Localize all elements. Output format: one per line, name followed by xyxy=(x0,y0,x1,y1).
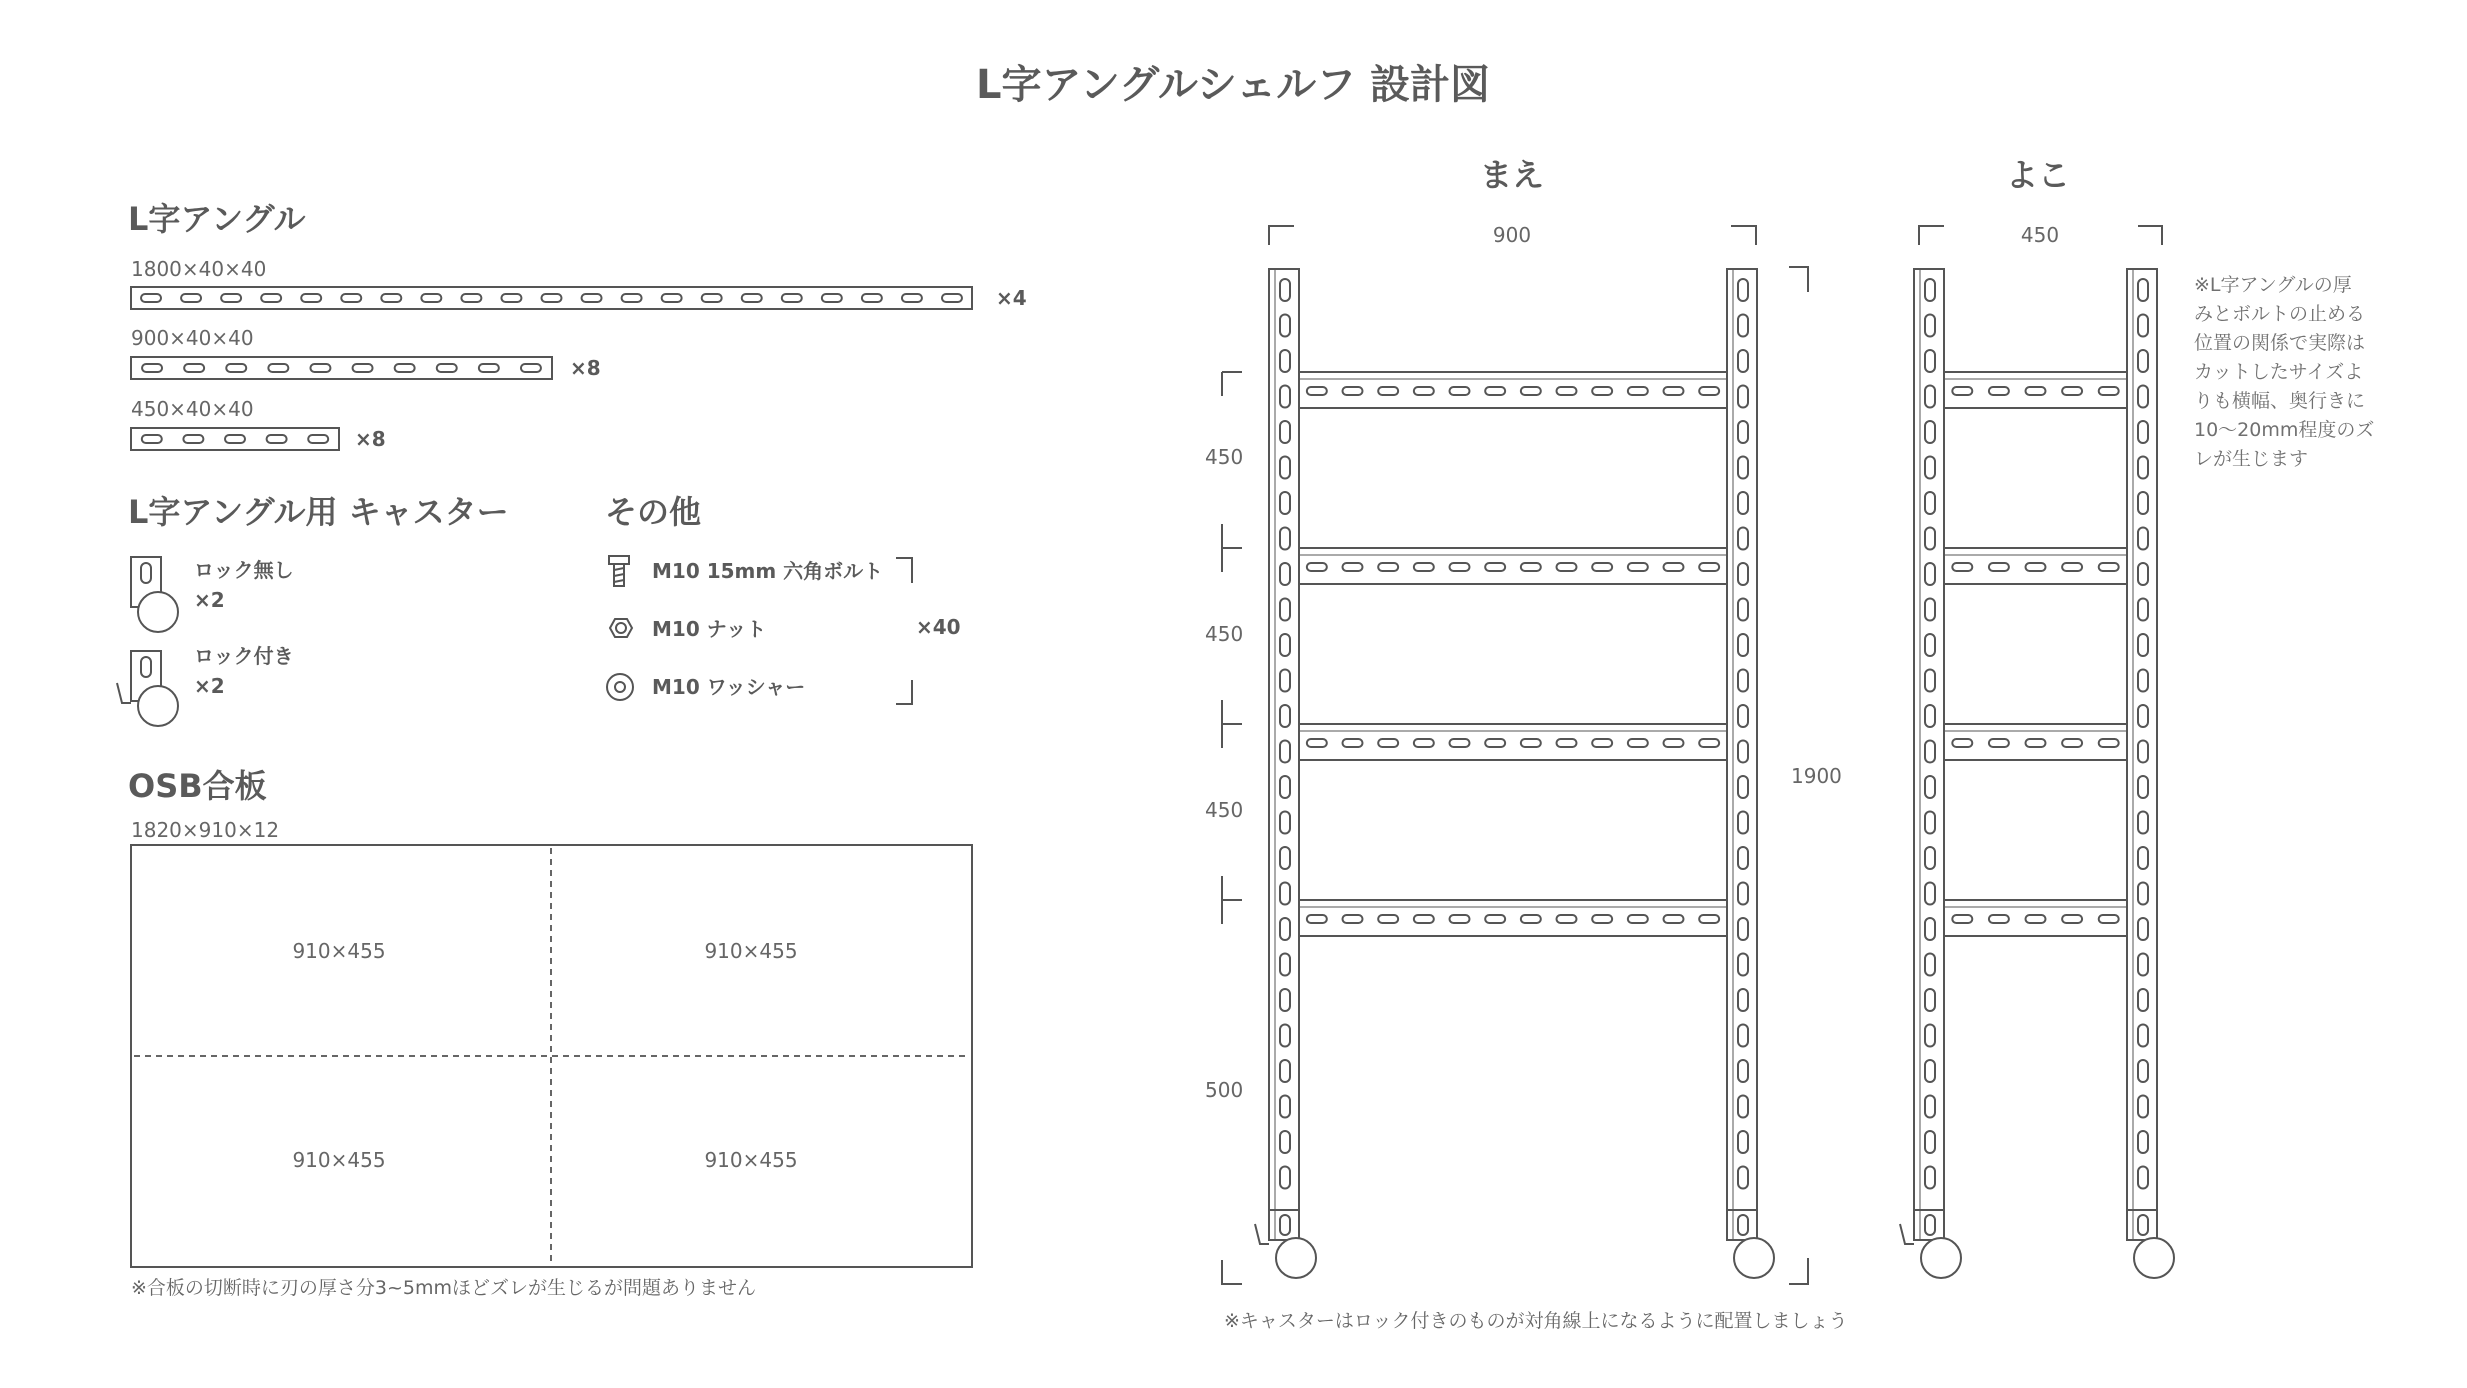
post-hole xyxy=(2138,528,2148,550)
others-bracket xyxy=(896,558,912,704)
post-hole xyxy=(1738,528,1748,550)
shelf-hole xyxy=(1664,915,1684,923)
angle-bar-outline xyxy=(131,287,972,309)
side-note-line: ※L字アングルの厚 xyxy=(2194,274,2352,296)
post-hole xyxy=(1280,918,1290,940)
shelf-hole xyxy=(1307,915,1327,923)
post-hole xyxy=(1280,563,1290,585)
post-hole xyxy=(2138,1131,2148,1153)
slot-hole xyxy=(461,294,481,302)
post-hole xyxy=(1738,350,1748,372)
post-hole xyxy=(1738,954,1748,976)
post-hole xyxy=(1280,847,1290,869)
side-note-line: りも横幅、奥行きに xyxy=(2194,390,2366,412)
slot-hole xyxy=(184,364,204,372)
slot-hole xyxy=(582,294,602,302)
shelf-hole xyxy=(1521,563,1541,571)
others-heading: その他 xyxy=(605,493,702,531)
caster-unlocked-qty: ×2 xyxy=(194,588,225,612)
post-hole xyxy=(2138,883,2148,905)
post-hole xyxy=(1280,1131,1290,1153)
post-hole xyxy=(1280,315,1290,337)
shelf-hole xyxy=(1307,563,1327,571)
shelf-hole xyxy=(1952,387,1972,395)
post-hole xyxy=(1925,421,1935,443)
osb-cell-3: 910×455 xyxy=(292,1148,386,1172)
caster-wheel xyxy=(1276,1238,1316,1278)
front-spacing-2: 450 xyxy=(1205,622,1244,646)
post-hole xyxy=(1925,599,1935,621)
shelf-hole xyxy=(1664,739,1684,747)
shelf-hole xyxy=(1628,739,1648,747)
shelf-hole xyxy=(1521,915,1541,923)
shelf-hole xyxy=(1699,915,1719,923)
angle-qty-1800: ×4 xyxy=(996,286,1027,310)
front-spacing-ticks xyxy=(1222,372,1242,1284)
shelf-hole xyxy=(1450,563,1470,571)
post-hole xyxy=(1925,492,1935,514)
post-hole xyxy=(2138,1060,2148,1082)
slot-hole xyxy=(622,294,642,302)
shelf-hole xyxy=(1521,387,1541,395)
slot-hole xyxy=(353,364,373,372)
shelf-hole xyxy=(1378,563,1398,571)
post-hole xyxy=(2138,776,2148,798)
front-spacing-4: 500 xyxy=(1205,1078,1244,1102)
bolt-label: M10 15mm 六角ボルト xyxy=(652,559,884,583)
shelf-hole xyxy=(2099,739,2119,747)
slot-hole xyxy=(542,294,562,302)
osb-cell-1: 910×455 xyxy=(292,939,386,963)
post-hole xyxy=(2138,563,2148,585)
post-hole xyxy=(1925,1060,1935,1082)
shelf-hole xyxy=(1485,915,1505,923)
shelf-hole xyxy=(1343,387,1363,395)
slot-hole xyxy=(742,294,762,302)
caster-slot xyxy=(1925,1215,1935,1235)
shelf-hole xyxy=(1989,915,2009,923)
post-hole xyxy=(1925,741,1935,763)
osb-cell-2: 910×455 xyxy=(704,939,798,963)
angle-section xyxy=(128,200,1027,451)
nut-label: M10 ナット xyxy=(652,617,767,641)
slot-hole xyxy=(702,294,722,302)
post-hole xyxy=(1738,492,1748,514)
post-hole xyxy=(1738,563,1748,585)
osb-note: ※合板の切断時に刃の厚さ分3~5mmほどズレが生じるが問題ありません xyxy=(131,1277,757,1299)
angle-bar-outline xyxy=(131,357,552,379)
post-hole xyxy=(1738,1131,1748,1153)
post-hole xyxy=(1925,315,1935,337)
shelf-hole xyxy=(2062,387,2082,395)
post-hole xyxy=(1925,989,1935,1011)
slot-hole xyxy=(381,294,401,302)
caster-unlocked-icon xyxy=(131,557,178,632)
post-hole xyxy=(1738,386,1748,408)
side-note-line: みとボルトの止める xyxy=(2194,303,2366,325)
shelf-hole xyxy=(1952,739,1972,747)
side-note-line: レが生じます xyxy=(2194,448,2309,470)
shelf-hole xyxy=(1414,915,1434,923)
osb-section xyxy=(128,767,972,1299)
post-hole xyxy=(2138,1167,2148,1189)
side-note xyxy=(2194,274,2374,470)
angle-bar-450 xyxy=(131,428,339,450)
post-hole xyxy=(1280,528,1290,550)
post-hole xyxy=(1280,883,1290,905)
post-hole xyxy=(2138,670,2148,692)
shelf-hole xyxy=(2062,915,2082,923)
slot-hole xyxy=(942,294,962,302)
front-view xyxy=(1205,156,1848,1332)
slot-hole xyxy=(226,364,246,372)
shelf-hole xyxy=(1450,915,1470,923)
caster-wheel xyxy=(2134,1238,2174,1278)
shelf-hole xyxy=(1450,739,1470,747)
post-hole xyxy=(1925,279,1935,301)
post-hole xyxy=(1925,918,1935,940)
slot-hole xyxy=(421,294,441,302)
shelf-hole xyxy=(1343,915,1363,923)
page-title: L字アングルシェルフ 設計図 xyxy=(975,62,1491,108)
post-hole xyxy=(1925,386,1935,408)
side-note-line: 10～20mm程度のズ xyxy=(2194,419,2375,441)
shelf-hole xyxy=(1699,563,1719,571)
shelf-hole xyxy=(1378,387,1398,395)
angle-size-450: 450×40×40 xyxy=(131,397,254,421)
caster-section xyxy=(117,493,509,726)
shelf-hole xyxy=(1628,915,1648,923)
slot-hole xyxy=(268,364,288,372)
post-hole xyxy=(1280,1167,1290,1189)
post-hole xyxy=(2138,350,2148,372)
slot-hole xyxy=(261,294,281,302)
post-hole xyxy=(1280,634,1290,656)
post-hole xyxy=(1738,776,1748,798)
post-hole xyxy=(1925,847,1935,869)
post-hole xyxy=(1925,954,1935,976)
post-hole xyxy=(1925,812,1935,834)
post-hole xyxy=(2138,634,2148,656)
post-hole xyxy=(1925,563,1935,585)
osb-cell-4: 910×455 xyxy=(704,1148,798,1172)
shelf-hole xyxy=(1557,387,1577,395)
osb-size: 1820×910×12 xyxy=(131,818,280,842)
slot-hole xyxy=(308,435,328,443)
post-hole xyxy=(2138,918,2148,940)
post-hole xyxy=(1925,350,1935,372)
slot-hole xyxy=(181,294,201,302)
post-hole xyxy=(1738,1167,1748,1189)
post-outline xyxy=(1914,269,1944,1240)
slot-hole xyxy=(142,364,162,372)
post-hole xyxy=(1738,315,1748,337)
slot-hole xyxy=(141,294,161,302)
shelf-hole xyxy=(2099,387,2119,395)
shelf-hole xyxy=(2026,739,2046,747)
slot-hole xyxy=(142,435,162,443)
front-spacing-1: 450 xyxy=(1205,445,1244,469)
post-hole xyxy=(1280,1025,1290,1047)
shelf-hole xyxy=(1557,563,1577,571)
post-hole xyxy=(1925,1131,1935,1153)
post-hole xyxy=(2138,1096,2148,1118)
post-hole xyxy=(2138,741,2148,763)
slot-hole xyxy=(501,294,521,302)
post-hole xyxy=(1738,741,1748,763)
post-outline xyxy=(1727,269,1757,1240)
front-height-label: 1900 xyxy=(1791,764,1842,788)
shelf-hole xyxy=(2026,563,2046,571)
side-shelves xyxy=(1944,372,2127,936)
post-hole xyxy=(1280,386,1290,408)
slot-hole xyxy=(521,364,541,372)
shelf-hole xyxy=(1485,739,1505,747)
post-hole xyxy=(1280,989,1290,1011)
shelf-hole xyxy=(1557,739,1577,747)
shelf-hole xyxy=(1343,563,1363,571)
post-hole xyxy=(1738,989,1748,1011)
others-section xyxy=(605,493,961,704)
post-hole xyxy=(1738,883,1748,905)
shelf-hole xyxy=(1699,739,1719,747)
post-hole xyxy=(1738,634,1748,656)
side-width-label: 450 xyxy=(2020,223,2060,247)
post-hole xyxy=(1738,705,1748,727)
angle-qty-450: ×8 xyxy=(355,427,386,451)
post-hole xyxy=(1738,918,1748,940)
front-shelves xyxy=(1299,372,1727,936)
side-note-line: カットしたサイズよ xyxy=(2194,361,2364,383)
post-hole xyxy=(1738,457,1748,479)
slot-hole xyxy=(437,364,457,372)
post-hole xyxy=(1280,457,1290,479)
shelf-hole xyxy=(2026,387,2046,395)
shelf-hole xyxy=(1989,387,2009,395)
post-hole xyxy=(2138,279,2148,301)
post-hole xyxy=(1280,776,1290,798)
front-spacing-3: 450 xyxy=(1205,798,1244,822)
slot-hole xyxy=(822,294,842,302)
shelf-hole xyxy=(2099,563,2119,571)
side-note-line: 位置の関係で実際は xyxy=(2194,332,2366,354)
angle-qty-900: ×8 xyxy=(570,356,601,380)
shelf-hole xyxy=(2062,739,2082,747)
post-hole xyxy=(1738,1096,1748,1118)
caster-slot xyxy=(1280,1215,1290,1235)
slot-hole xyxy=(183,435,203,443)
caster-lock xyxy=(1900,1224,1914,1244)
post-hole xyxy=(1925,1096,1935,1118)
shelf-hole xyxy=(1592,739,1612,747)
post-hole xyxy=(1925,634,1935,656)
nut-icon xyxy=(610,619,632,637)
slot-hole xyxy=(301,294,321,302)
washer-label: M10 ワッシャー xyxy=(652,675,806,699)
post-hole xyxy=(2138,386,2148,408)
post-outline xyxy=(2127,269,2157,1240)
osb-heading: OSB合板 xyxy=(128,767,267,805)
slot-hole xyxy=(395,364,415,372)
shelf-hole xyxy=(1378,739,1398,747)
shelf-hole xyxy=(1952,915,1972,923)
shelf-hole xyxy=(1628,563,1648,571)
post-hole xyxy=(1925,670,1935,692)
shelf-hole xyxy=(1557,915,1577,923)
slot-hole xyxy=(662,294,682,302)
shelf-hole xyxy=(1989,739,2009,747)
shelf-hole xyxy=(1343,739,1363,747)
post-hole xyxy=(1738,670,1748,692)
slot-hole xyxy=(782,294,802,302)
post-hole xyxy=(1280,670,1290,692)
shelf-hole xyxy=(1699,387,1719,395)
angle-size-900: 900×40×40 xyxy=(131,326,254,350)
shelf-hole xyxy=(1989,563,2009,571)
post-hole xyxy=(2138,812,2148,834)
shelf-hole xyxy=(1628,387,1648,395)
post-hole xyxy=(1738,421,1748,443)
post-hole xyxy=(1925,457,1935,479)
front-note: ※キャスターはロック付きのものが対角線上になるように配置しましょう xyxy=(1224,1310,1848,1332)
shelf-hole xyxy=(1485,387,1505,395)
angle-heading: L字アングル xyxy=(128,200,306,238)
shelf-hole xyxy=(1592,387,1612,395)
post-hole xyxy=(1738,847,1748,869)
shelf-hole xyxy=(2062,563,2082,571)
shelf-hole xyxy=(1414,739,1434,747)
caster-locked-name: ロック付き xyxy=(194,644,294,668)
post-hole xyxy=(1280,1096,1290,1118)
post-hole xyxy=(1280,1060,1290,1082)
post-hole xyxy=(1738,1025,1748,1047)
shelf-hole xyxy=(1378,915,1398,923)
shelf-hole xyxy=(1414,387,1434,395)
post-hole xyxy=(1738,1060,1748,1082)
slot-hole xyxy=(310,364,330,372)
angle-bar-1800 xyxy=(131,287,972,309)
post-hole xyxy=(2138,492,2148,514)
angle-bar-900 xyxy=(131,357,552,379)
bolt-icon xyxy=(609,556,629,586)
shelf-hole xyxy=(1307,387,1327,395)
caster-unlocked-name: ロック無し xyxy=(194,558,294,582)
side-view xyxy=(1900,156,2374,1278)
post-hole xyxy=(1925,1025,1935,1047)
front-view-label: まえ xyxy=(1479,156,1545,194)
shelf-hole xyxy=(1664,563,1684,571)
slot-hole xyxy=(862,294,882,302)
post-hole xyxy=(2138,989,2148,1011)
caster-lock xyxy=(1255,1224,1269,1244)
front-posts xyxy=(1255,269,1774,1278)
shelf-hole xyxy=(1664,387,1684,395)
post-hole xyxy=(1925,883,1935,905)
post-hole xyxy=(1280,350,1290,372)
shelf-hole xyxy=(1307,739,1327,747)
side-posts xyxy=(1900,269,2174,1278)
slot-hole xyxy=(479,364,499,372)
post-hole xyxy=(2138,599,2148,621)
angle-size-1800: 1800×40×40 xyxy=(131,257,267,281)
post-hole xyxy=(1925,1167,1935,1189)
caster-slot xyxy=(1738,1215,1748,1235)
post-hole xyxy=(1738,279,1748,301)
post-hole xyxy=(1280,421,1290,443)
post-hole xyxy=(1738,812,1748,834)
post-hole xyxy=(2138,847,2148,869)
shelf-hole xyxy=(2026,915,2046,923)
shelf-hole xyxy=(1450,387,1470,395)
others-qty: ×40 xyxy=(916,615,961,639)
washer-icon xyxy=(607,674,633,700)
caster-slot xyxy=(2138,1215,2148,1235)
caster-wheel xyxy=(1921,1238,1961,1278)
post-hole xyxy=(1280,741,1290,763)
post-hole xyxy=(2138,705,2148,727)
post-hole xyxy=(1280,705,1290,727)
post-hole xyxy=(1925,776,1935,798)
post-hole xyxy=(1925,528,1935,550)
post-hole xyxy=(2138,954,2148,976)
shelf-hole xyxy=(1485,563,1505,571)
shelf-hole xyxy=(1592,563,1612,571)
caster-wheel xyxy=(1734,1238,1774,1278)
front-width-label: 900 xyxy=(1492,223,1532,247)
post-hole xyxy=(2138,315,2148,337)
post-hole xyxy=(1280,492,1290,514)
post-hole xyxy=(1280,599,1290,621)
post-hole xyxy=(2138,457,2148,479)
caster-heading: L字アングル用 キャスター xyxy=(128,493,509,531)
caster-locked-icon xyxy=(117,651,178,726)
caster-locked-qty: ×2 xyxy=(194,674,225,698)
shelf-hole xyxy=(1521,739,1541,747)
slot-hole xyxy=(221,294,241,302)
post-outline xyxy=(1269,269,1299,1240)
slot-hole xyxy=(225,435,245,443)
slot-hole xyxy=(341,294,361,302)
side-view-label: よこ xyxy=(2005,156,2071,194)
post-hole xyxy=(1280,279,1290,301)
slot-hole xyxy=(267,435,287,443)
post-hole xyxy=(1738,599,1748,621)
slot-hole xyxy=(902,294,922,302)
shelf-hole xyxy=(2099,915,2119,923)
post-hole xyxy=(1280,954,1290,976)
post-hole xyxy=(2138,1025,2148,1047)
shelf-hole xyxy=(1952,563,1972,571)
shelf-hole xyxy=(1414,563,1434,571)
shelf-hole xyxy=(1592,915,1612,923)
post-hole xyxy=(1925,705,1935,727)
post-hole xyxy=(2138,421,2148,443)
post-hole xyxy=(1280,812,1290,834)
